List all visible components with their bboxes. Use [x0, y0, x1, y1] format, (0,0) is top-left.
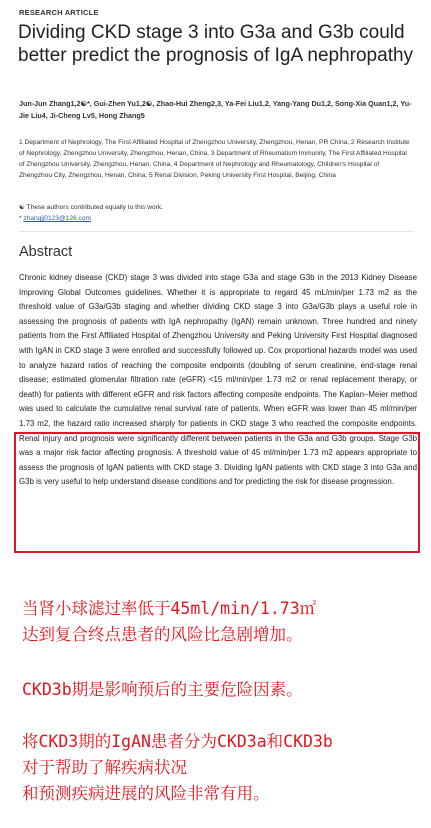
- affiliations: 1 Department of Nephrology, The First Affiliated Hospital of Zhengzhou University, Zhengzhou, Henan, PR China, 2 Research Institute of Nephrology, Zhengzhou University, Zhengzhou, Henan, China, 3 Department of Rheumatism Immunity, The First Affiliated Hospital of Zhengzhou University, Zhengzhou, Henan, China, 4 Department of Nephrology and Rheumatology, Children's Hospital of Zhengzhou City, Zhengzhou, Henan, China, 5 Renal Division, Peking University First Hospital, Beijing, China: [19, 139, 410, 179]
- abstract-heading: Abstract: [19, 244, 73, 260]
- abstract-part-2-highlighted: When eGFR was lower than 45 ml/min/per 1.73 m2, the hazard ratio increased sharply for patients in CKD stage 3 who reached the composite endpoints. Renal injury and prognosis were significantly different between patients in the G3a and G3b groups. Stage G3b was a major risk factor affecting prognosis. A threshold value of 45 ml/min/per 1.73 m2 appears appropriate to assess the prognosis of IgAN patients with CKD stage 3. Dividing IgAN patients with CKD stage 3 into G3a and G3b is very useful to help understand disease conditions and for predicting the risk for disease progression.: [19, 404, 417, 487]
- annotation-line-5: 对于帮助了解疾病状况: [22, 758, 187, 777]
- author-notes: [19, 202, 414, 224]
- annotation-line-6: 和预测疾病进展的风险非常有用。: [22, 784, 270, 803]
- annotation-line-1: 当肾小球滤过率低于45ml/min/1.73㎡: [22, 599, 317, 618]
- article-title: Dividing CKD stage 3 into G3a and G3b could better predict the prognosis of IgA nephropathy: [18, 22, 414, 66]
- divider: [19, 231, 414, 232]
- author-list: Jun-Jun Zhang1,2☯*, Gui-Zhen Yu1,2☯, Zhao-Hui Zheng2,3, Ya-Fei Liu1,2, Yang-Yang Du1,2, Song-Xia Quan1,2, Yu-Jie Liu4, Ji-Cheng Lv5, Hong Zhang5: [19, 99, 412, 120]
- abstract-part-1: Chronic kidney disease (CKD) stage 3 was divided into stage G3a and stage G3b in the 2013 Kidney Disease Improving Global Outcomes guidelines. Whether it is appropriate to regard 45 mL/min/per 1.73 m2 as the threshold value of G3a/G3b staging and whether dividing CKD stage 3 into G3a/G3b plays a useful role in assessing the prognosis of patients with IgA nephropathy (IgAN) remain unknown. Three hundred and ninety patients from the First Affiliated Hospital of Zhengzhou University and Peking University First Hospital diagnosed with IgAN in CKD stage 3 were enrolled and successfully followed up. Cox proportional hazards model was used to analyze hazard ratios of reaching the composite endpoints (doubling of serum creatinine, end-stage renal disease; estimated glomerular filtration rate (eGFR) <15 ml/min/per 1.73 m2 or renal replacement therapy, or death) for patients with different eGFR and risk factors affecting composite endpoints. The Kaplan–Meier method was used to calculate the cumulative renal survival rate of patients.: [19, 273, 417, 414]
- email-link[interactable]: zhangjj0123@126.com: [23, 215, 91, 222]
- email-prefix: *: [19, 215, 24, 222]
- annotation-line-2: 达到复合终点患者的风险比急剧增加。: [22, 625, 303, 644]
- highlight-box: [14, 432, 420, 553]
- article-type-label: RESEARCH ARTICLE: [19, 8, 99, 17]
- annotation-line-3: CKD3b期是影响预后的主要危险因素。: [22, 680, 303, 699]
- corresponding-email-line: [19, 213, 414, 224]
- annotation-line-4: 将CKD3期的IgAN患者分为CKD3a和CKD3b: [22, 732, 333, 751]
- equal-contribution-note: ☯ These authors contributed equally to this work.: [19, 204, 163, 211]
